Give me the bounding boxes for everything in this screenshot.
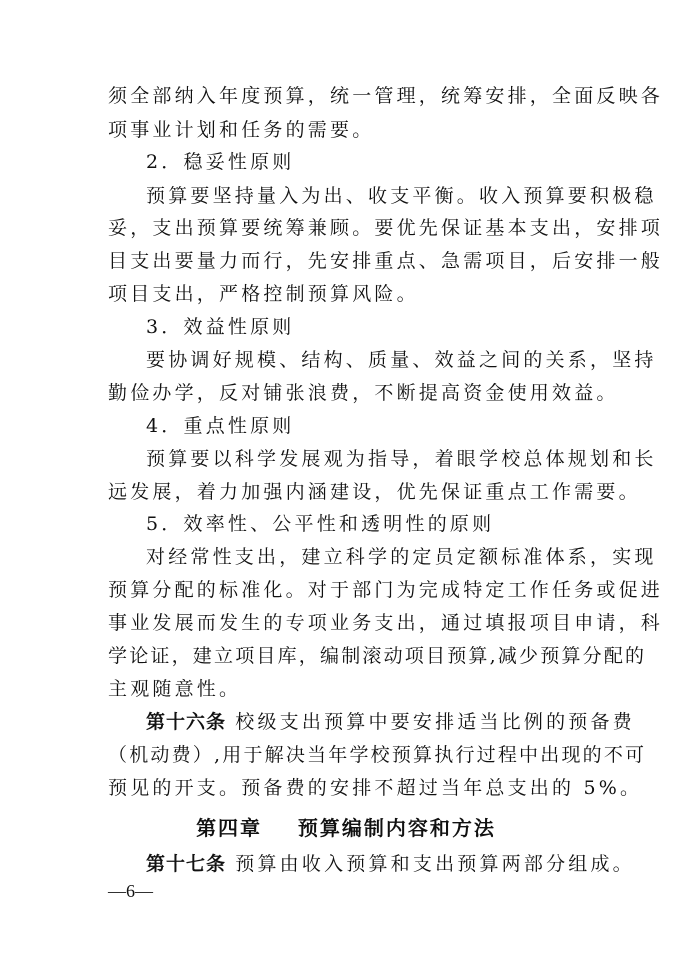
article-16-text: 校级支出预算中要安排适当比例的预备费 <box>235 711 635 733</box>
chapter-heading: 第四章 预算编制内容和方法 <box>196 816 496 840</box>
article-17-label: 第十七条 <box>146 853 227 875</box>
section-heading: 3．效益性原则 <box>146 316 295 338</box>
text-line: 妥，支出预算要统筹兼顾。要优先保证基本支出，安排项 <box>108 217 664 239</box>
text-line: 预见的开支。预备费的安排不超过当年总支出的 5%。 <box>108 777 643 799</box>
text-line: （机动费）,用于解决当年学校预算执行过程中出现的不可 <box>108 744 647 766</box>
text-line: 项事业计划和任务的需要。 <box>108 119 375 141</box>
text-line: 预算分配的标准化。对于部门为完成特定工作任务或促进 <box>108 579 664 601</box>
text-line: 要协调好规模、结构、质量、效益之间的关系，坚持 <box>146 349 657 371</box>
section-heading: 2．稳妥性原则 <box>146 151 295 173</box>
article-16-label: 第十六条 <box>146 711 227 733</box>
text-line: 主观随意性。 <box>108 678 242 700</box>
article-17 <box>146 852 635 876</box>
section-heading: 4．重点性原则 <box>146 415 295 437</box>
article-17-text: 预算由收入预算和支出预算两部分组成。 <box>235 853 635 875</box>
article-16 <box>146 710 635 734</box>
text-line: 事业发展而发生的专项业务支出，通过填报项目申请，科 <box>108 612 664 634</box>
text-line: 学论证，建立项目库，编制滚动项目预算,减少预算分配的 <box>108 645 647 667</box>
text-line: 项目支出，严格控制预算风险。 <box>108 283 419 305</box>
text-line: 预算要以科学发展观为指导，着眼学校总体规划和长 <box>146 448 657 470</box>
text-line: 对经常性支出，建立科学的定员定额标准体系，实现 <box>146 546 657 568</box>
text-line: 勤俭办学，反对铺张浪费，不断提高资金使用效益。 <box>108 382 619 404</box>
page-number: —6— <box>108 881 153 901</box>
section-heading: 5．效率性、公平性和透明性的原则 <box>146 513 495 535</box>
text-line: 远发展，着力加强内涵建设，优先保证重点工作需要。 <box>108 481 641 503</box>
text-line: 目支出要量力而行，先安排重点、急需项目，后安排一般 <box>108 250 664 272</box>
text-line: 预算要坚持量入为出、收支平衡。收入预算要积极稳 <box>146 185 657 207</box>
text-line: 须全部纳入年度预算，统一管理，统筹安排，全面反映各 <box>108 85 664 107</box>
